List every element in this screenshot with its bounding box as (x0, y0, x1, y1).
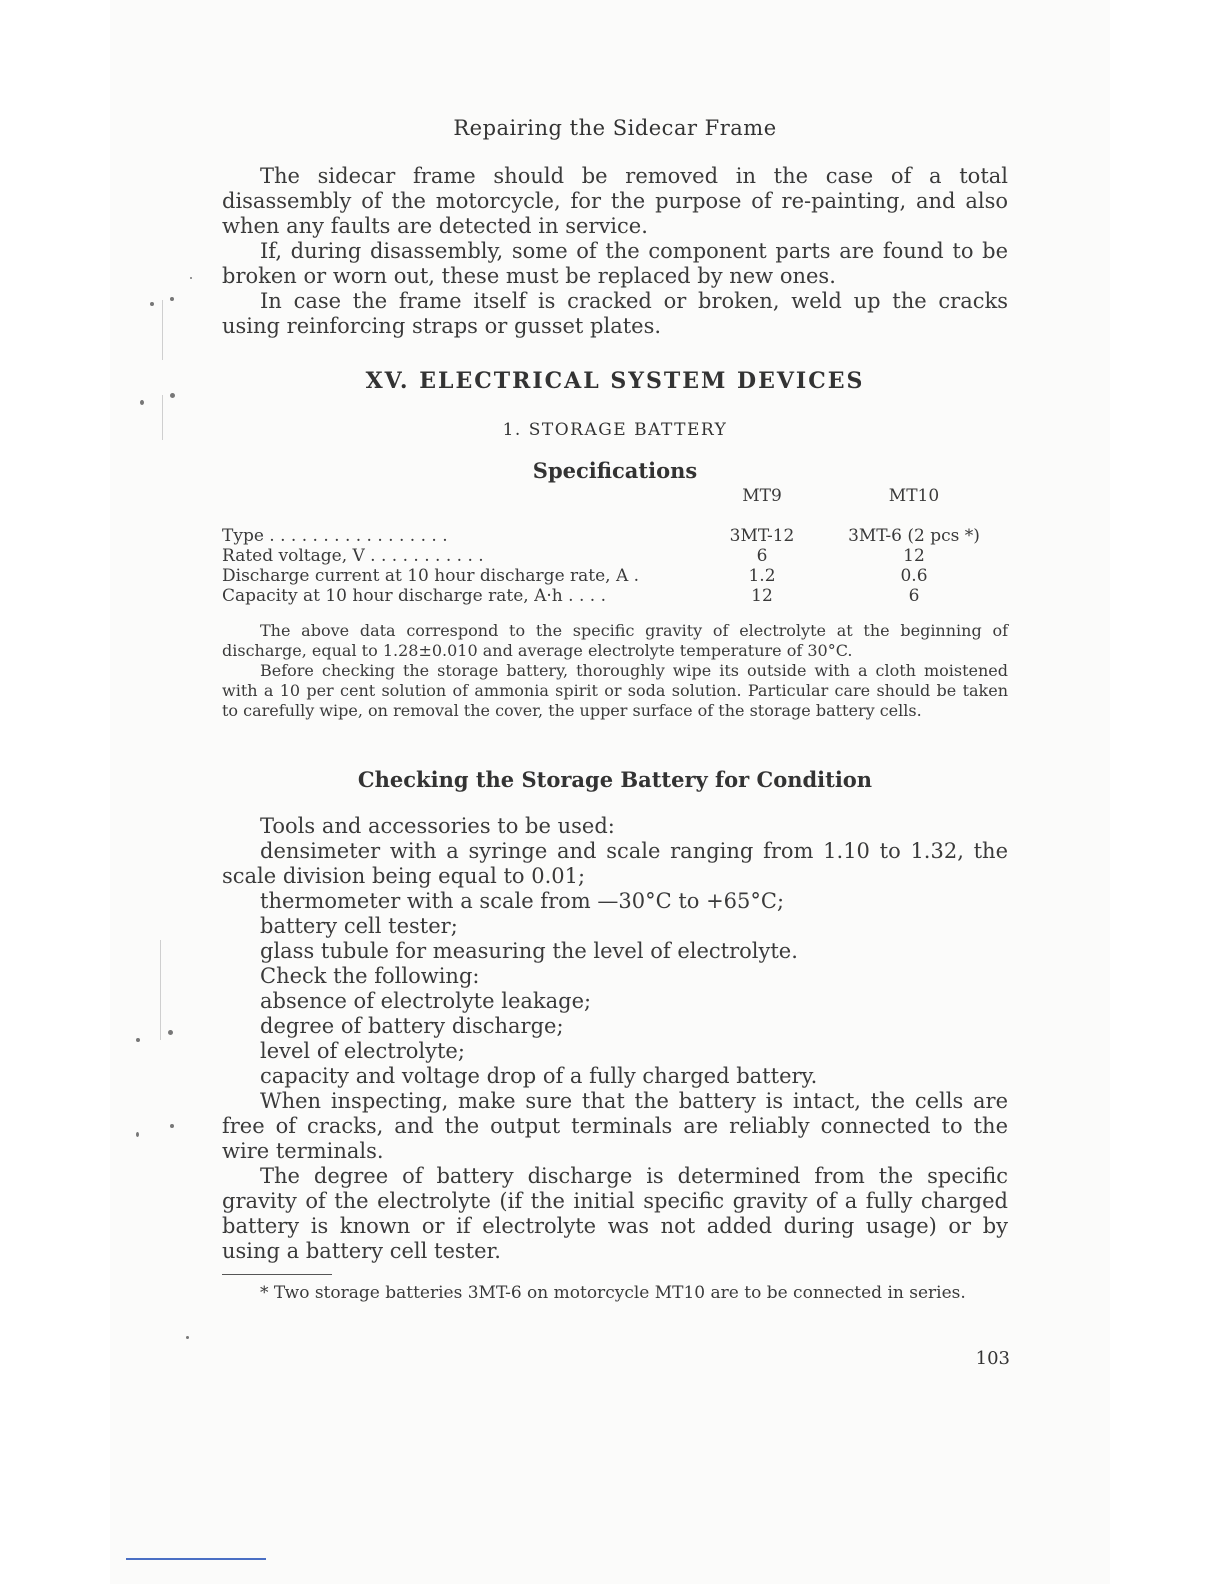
text-line: capacity and voltage drop of a fully charged battery. (260, 1064, 818, 1088)
cell-mt9: 1.2 (748, 566, 776, 586)
row-label: Discharge current at 10 hour discharge rate, A . (222, 566, 640, 586)
cell-mt9: 3MT-12 (729, 526, 795, 546)
specifications-title: Specifications (532, 458, 698, 483)
table-header-row (222, 486, 1008, 508)
scan-speck (170, 297, 174, 301)
text-line: level of electrolyte; (260, 1039, 465, 1063)
cell-mt10: 0.6 (900, 566, 928, 586)
checking-battery-text (222, 814, 1008, 1264)
paragraph: The sidecar frame should be removed in the case of a total disassembly of the motorcycle, for the purpose of re-painting, and also when any faults are detected in service. (222, 164, 1008, 238)
scan-speck (170, 393, 175, 398)
table-row (222, 546, 1008, 566)
scan-margin-line (160, 940, 161, 1040)
scan-margin-line (162, 300, 163, 360)
scan-speck (136, 1132, 139, 1137)
scan-speck (140, 400, 144, 405)
scan-margin-line (162, 395, 163, 440)
bottom-accent-rule (126, 1558, 266, 1560)
footnote-text: * Two storage batteries 3MT-6 on motorcycle MT10 are to be connected in series. (260, 1283, 966, 1303)
row-label: Capacity at 10 hour discharge rate, A·h . . . . (222, 586, 606, 606)
scan-speck (168, 1030, 173, 1035)
text-line: glass tubule for measuring the level of electrolyte. (260, 939, 798, 963)
footnote (222, 1282, 1008, 1304)
table-row (222, 526, 1008, 546)
paragraph: The degree of battery discharge is determined from the specific gravity of the electrolyte (if the initial specific gravity of a fully charged battery is known or if electrolyte was not added during usage) or by using a battery cell tester. (222, 1164, 1008, 1263)
footnote-rule (222, 1274, 332, 1275)
cell-mt10: 6 (908, 586, 920, 606)
cell-mt10: 12 (903, 546, 925, 566)
text-line: absence of electrolyte leakage; (260, 989, 592, 1013)
text-line: thermometer with a scale from —30°C to +65°C; (260, 889, 785, 913)
section-title-storage-battery: 1. STORAGE BATTERY (502, 420, 728, 440)
section-title-checking-battery: Checking the Storage Battery for Condition (357, 767, 873, 792)
table-row (222, 566, 1008, 586)
sidecar-frame-text (222, 164, 1008, 339)
specifications-table (222, 486, 1008, 606)
section-title-sidecar-frame: Repairing the Sidecar Frame (453, 116, 777, 140)
text-line: densimeter with a syringe and scale ranging from 1.10 to 1.32, the scale division being equal to 0.01; (222, 839, 1008, 888)
row-label: Rated voltage, V . . . . . . . . . . . (222, 546, 484, 566)
scan-speck (190, 277, 192, 279)
scan-speck (186, 1336, 189, 1339)
paragraph: When inspecting, make sure that the battery is intact, the cells are free of cracks, and the output terminals are reliably connected to the wire terminals. (222, 1089, 1008, 1163)
text-line: degree of battery discharge; (260, 1014, 564, 1038)
cell-mt10: 3MT-6 (2 pcs *) (848, 526, 980, 546)
cell-mt9: 12 (751, 586, 773, 606)
cell-mt9: 6 (756, 546, 768, 566)
page-number: 103 (975, 1348, 1010, 1369)
column-header-mt10: MT10 (888, 486, 940, 506)
paragraph: In case the frame itself is cracked or broken, weld up the cracks using reinforcing straps or gusset plates. (222, 289, 1008, 338)
paragraph: If, during disassembly, some of the component parts are found to be broken or worn out, these must be replaced by new ones. (222, 239, 1008, 288)
scan-speck (150, 302, 154, 306)
text-line: Tools and accessories to be used: (260, 814, 615, 838)
battery-notes (222, 621, 1008, 721)
text-line: battery cell tester; (260, 914, 458, 938)
note-paragraph: Before checking the storage battery, thoroughly wipe its outside with a cloth moistened with a 10 per cent solution of ammonia spirit or soda solution. Particular care should be taken to carefully wipe, on removal the cover, the upper surface of the storage battery cells. (222, 661, 1008, 720)
table-row (222, 586, 1008, 606)
column-header-mt9: MT9 (742, 486, 782, 506)
scan-speck (136, 1038, 140, 1042)
scan-speck (170, 1124, 174, 1128)
row-label: Type . . . . . . . . . . . . . . . . . (222, 526, 448, 546)
text-line: Check the following: (260, 964, 480, 988)
note-paragraph: The above data correspond to the specific gravity of electrolyte at the beginning of discharge, equal to 1.28±0.010 and average electrolyte temperature of 30°C. (222, 621, 1008, 660)
chapter-title: XV. ELECTRICAL SYSTEM DEVICES (365, 368, 865, 394)
